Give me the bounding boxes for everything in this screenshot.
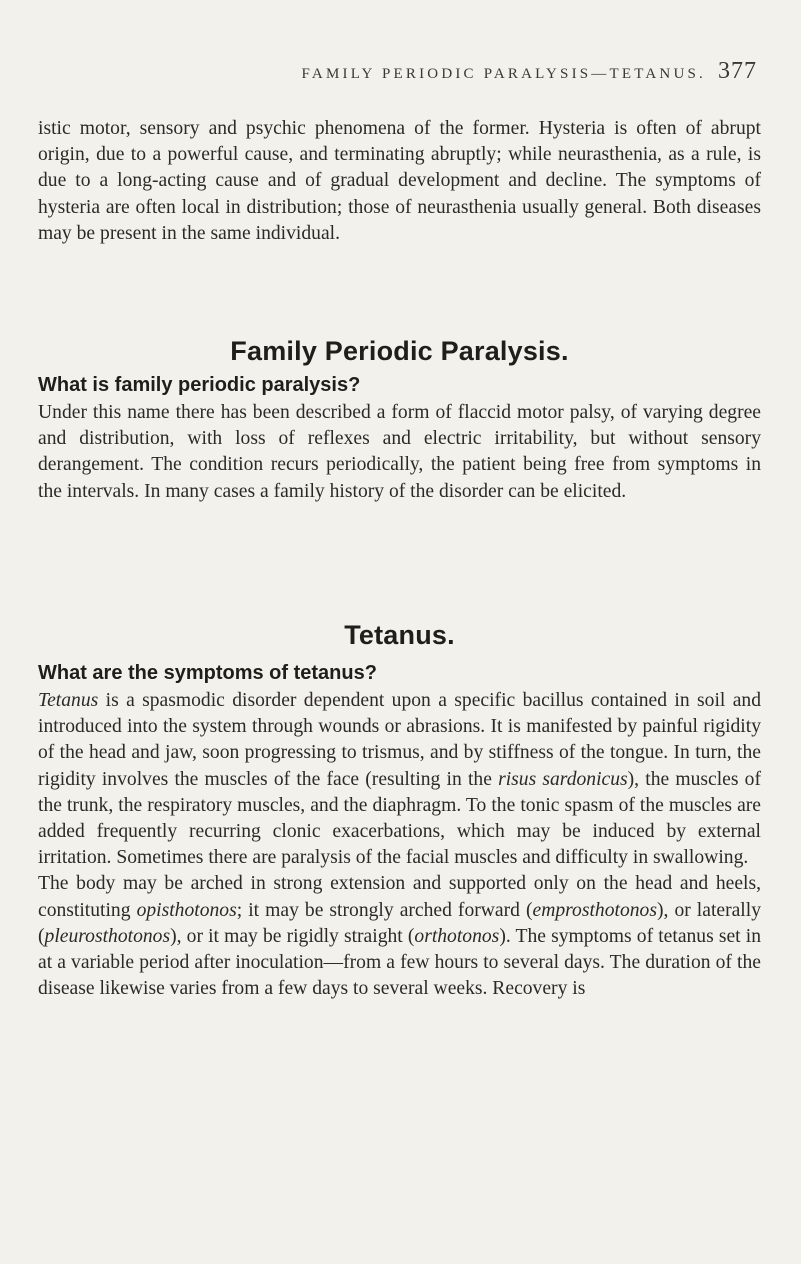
section-heading-family-periodic-paralysis: Family Periodic Paralysis. <box>230 336 569 366</box>
tetanus-paragraph-2: The body may be arched in strong extension and supported only on the head and heels, constituting opisthotonos; it may be strongly arched forward (emprosthotonos), or laterally (pleurosthotonos), or it may be rigidly straight (orthotonos). The symptoms of tetanus set in at a variable period after inoculation—from a few hours to several days. The duration of the disease likewise varies from a few days to several weeks. Recovery is <box>38 873 761 1000</box>
answer-paragraph: Under this name there has been described a form of flaccid motor palsy, of varying degree and distribution, with loss of reflexes and electric irritability, but without sensory derangement. The condition recurs periodically, the patient being free from symptoms in the intervals. In many cases a family history of the disorder can be elicited. <box>38 402 761 502</box>
running-title: FAMILY PERIODIC PARALYSIS—TETANUS. <box>301 66 706 82</box>
page-number: 377 <box>718 58 757 84</box>
intro-paragraph: istic motor, sensory and psychic phenomena of the former. Hysteria is often of abrupt origin, due to a powerful cause, and terminating abruptly; while neurasthenia, as a rule, is due to a long-acting cause and of gradual development and decline. The symptoms of hysteria are often local in distribution; those of neurasthenia usually general. Both diseases may be present in the same individual. <box>38 118 761 244</box>
question-tetanus: What are the symptoms of tetanus? <box>38 662 377 684</box>
term-orthotonos: orthotonos <box>414 925 500 947</box>
answer-block-family-periodic-paralysis <box>38 400 761 505</box>
answer-block-tetanus <box>38 688 761 1002</box>
term-emprosthotonos: emprosthotonos <box>532 899 657 921</box>
running-head <box>90 58 757 85</box>
term-tetanus: Tetanus <box>38 690 99 711</box>
term-pleurosthotonos: pleurosthotonos <box>44 925 171 947</box>
tetanus-paragraph-1: Tetanus is a spasmodic disorder dependent upon a specific bacillus contained in soil and introduced into the system through wounds or abrasions. It is manifested by painful rigidity of the head and jaw, soon progressing to trismus, and by stiffness of the tongue. In turn, the rigidity involves the muscles of the face (resulting in the risus sardonicus), the muscles of the trunk, the respiratory muscles, and the diaphragm. To the tonic spasm of the muscles are added frequently recurring clonic exacerbations, which may be induced by external irritation. Sometimes there are paralysis of the facial muscles and difficulty in swallowing. <box>38 690 761 869</box>
section-heading-tetanus: Tetanus. <box>344 620 455 650</box>
term-opisthotonos: opisthotonos <box>136 899 237 921</box>
question-family-periodic-paralysis: What is family periodic paralysis? <box>38 374 361 396</box>
intro-paragraph-block <box>38 116 761 247</box>
term-risus-sardonicus: risus sardonicus <box>498 768 628 790</box>
